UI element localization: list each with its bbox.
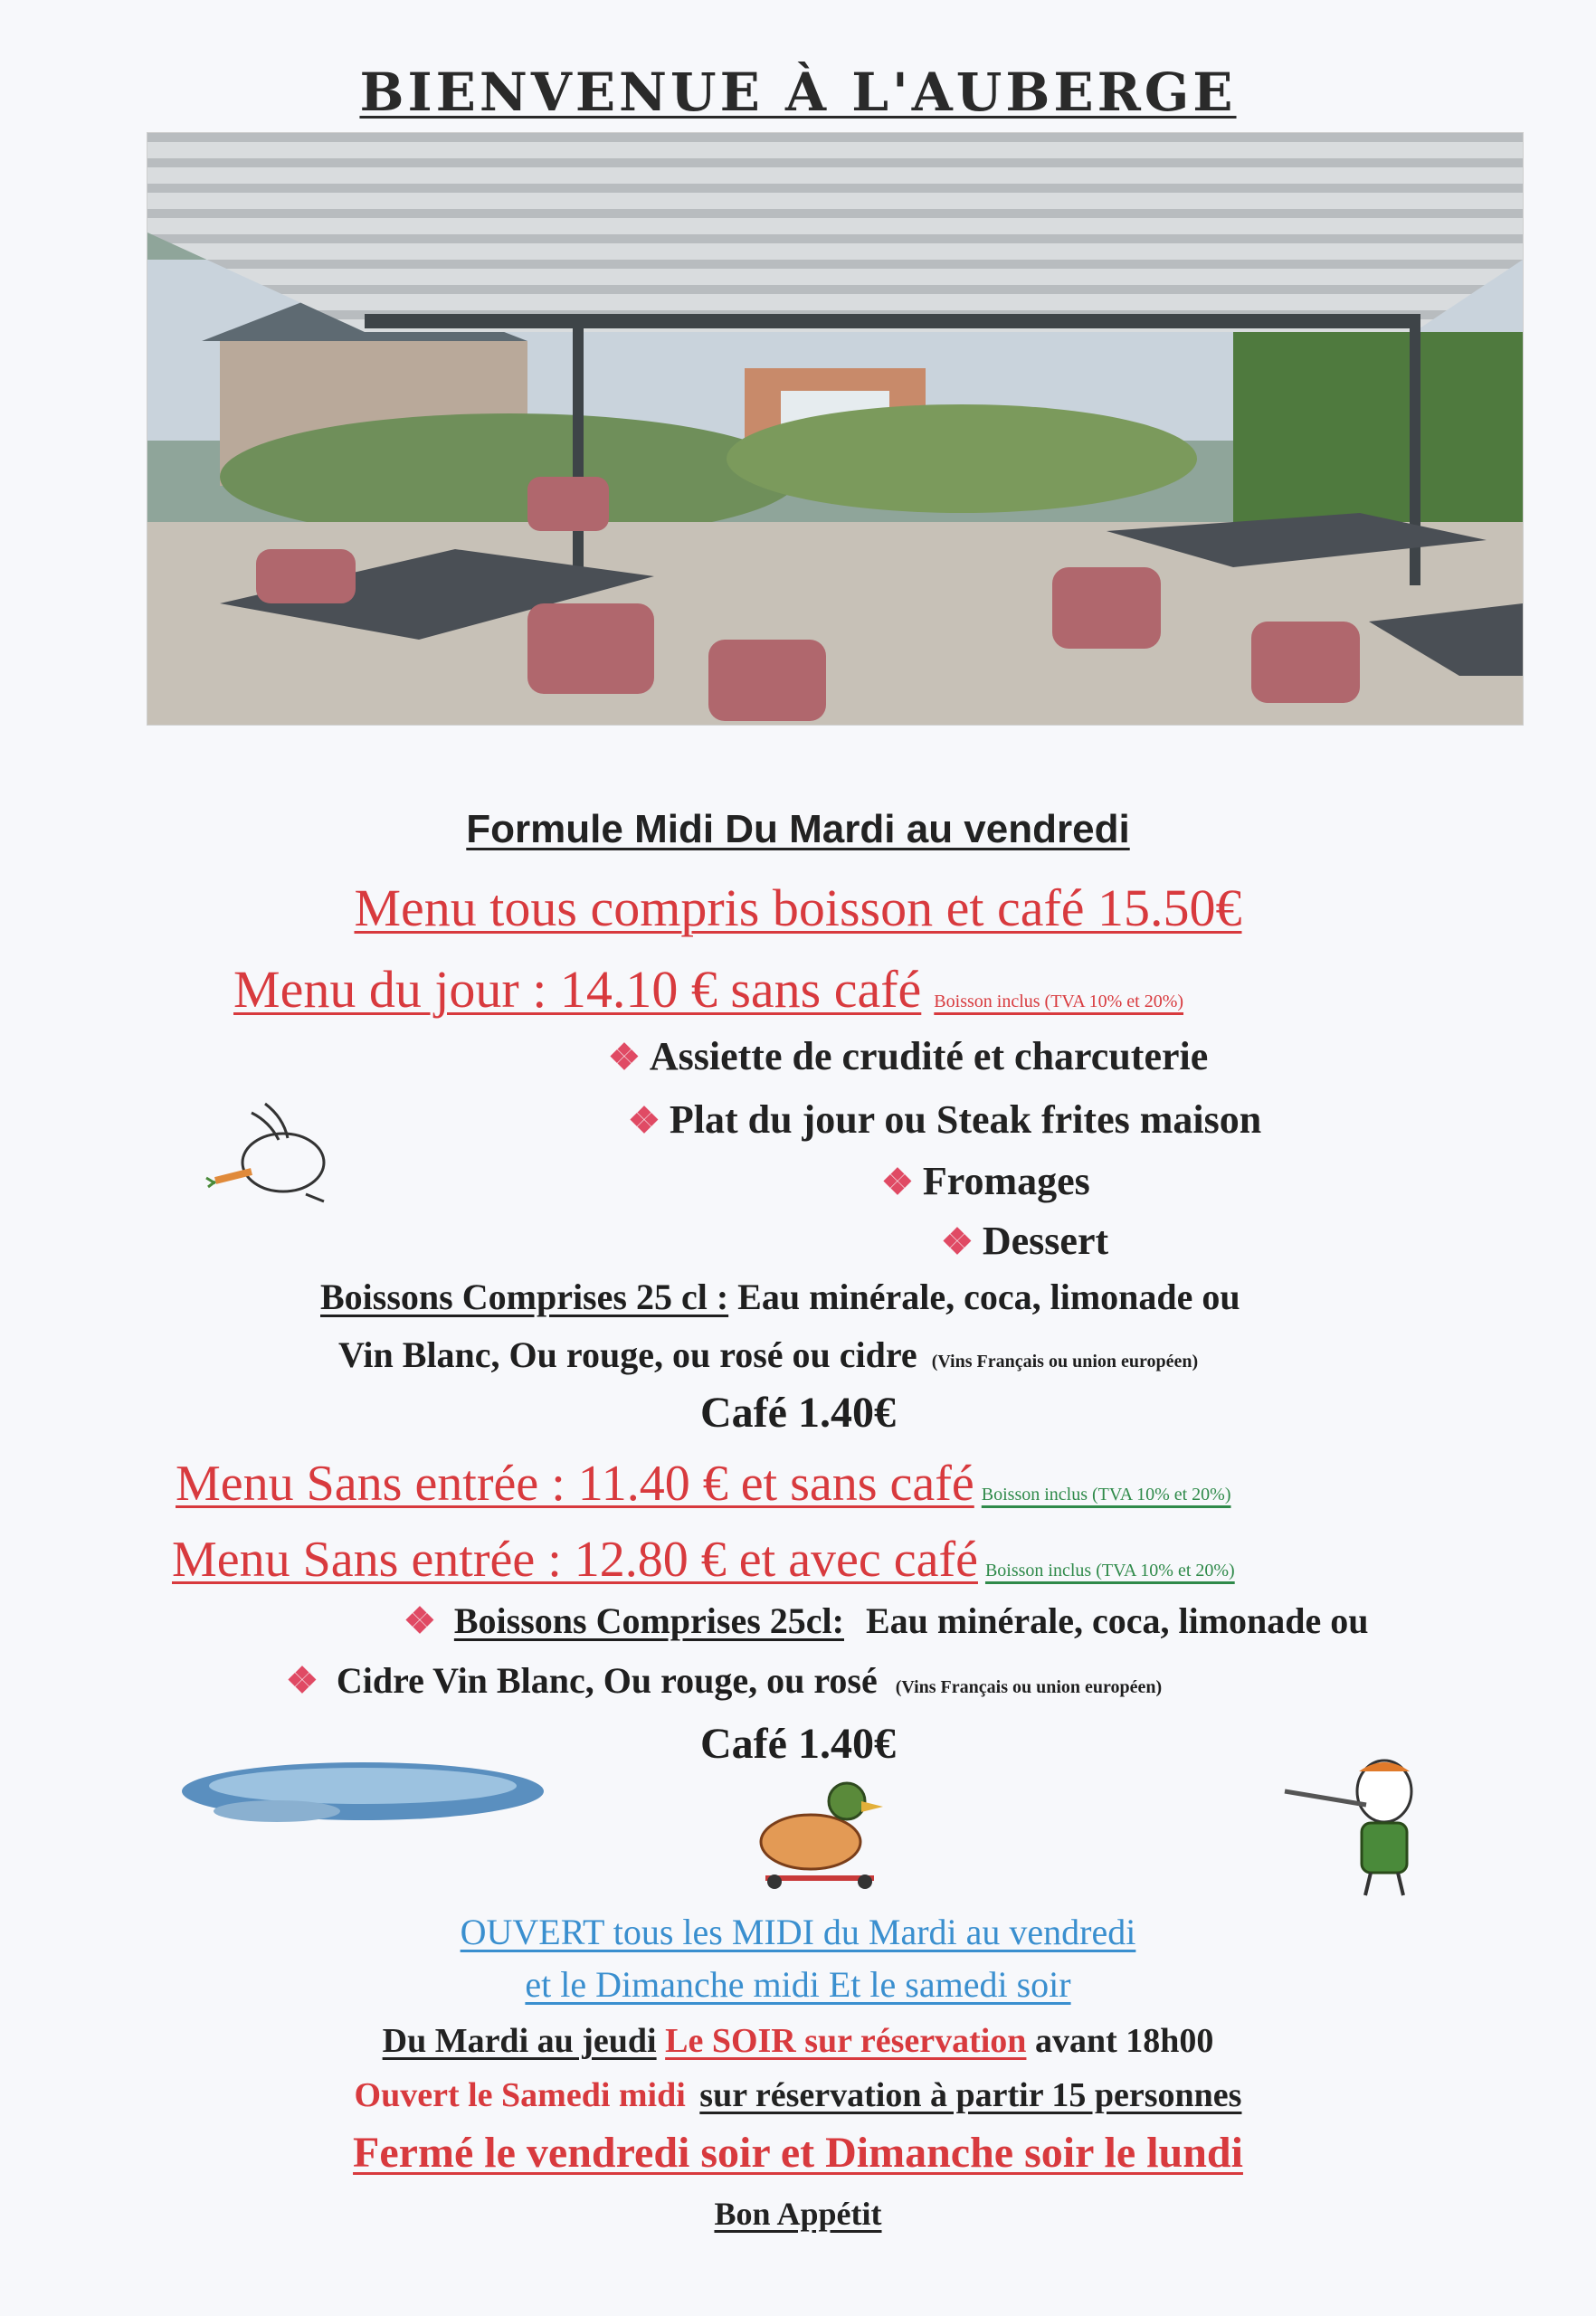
boissons-2-note: (Vins Français ou union européen): [895, 1677, 1163, 1697]
menu-sans-entree-1-note: Boisson inclus (TVA 10% et 20%): [981, 1485, 1231, 1504]
diamond-icon: ❖: [286, 1660, 318, 1701]
terrace-illustration: [147, 133, 1523, 725]
diamond-icon: ❖: [881, 1162, 914, 1202]
menu-du-jour-note: Boisson inclus (TVA 10% et 20%): [934, 992, 1184, 1011]
menu-sans-entree-2-line: [172, 1531, 1235, 1589]
boissons-2-line1: [404, 1599, 1369, 1642]
menu-du-jour-line: [233, 959, 1183, 1020]
menu-item: ❖ Plat du jour ou Steak frites maison: [628, 1097, 1262, 1142]
boissons-2-label: Boissons Comprises 25cl:: [453, 1600, 844, 1641]
menu-sans-entree-1-line: [176, 1455, 1231, 1513]
diamond-icon: ❖: [404, 1600, 436, 1641]
diamond-icon: ❖: [628, 1100, 660, 1141]
cafe-price-1: Café 1.40€: [700, 1389, 896, 1437]
menu-sans-entree-2-label: Menu Sans entrée : 12.80 € et avec café: [172, 1532, 978, 1588]
boissons-1-text: Eau minérale, coca, limonade ou: [737, 1277, 1240, 1317]
menu-sans-entree-1-label: Menu Sans entrée : 11.40 € et sans café: [176, 1456, 974, 1512]
menu-sans-entree-2-note: Boisson inclus (TVA 10% et 20%): [984, 1561, 1235, 1580]
boissons-1-line2: Vin Blanc, Ou rouge, ou rosé ou cidre (Vins Français ou union européen): [338, 1334, 1199, 1375]
hunter-icon: [1276, 1755, 1439, 1900]
menu-item: ❖ Assiette de crudité et charcuterie: [608, 1034, 1209, 1078]
boissons-2-line2: ❖ Cidre Vin Blanc, Ou rouge, ou rosé (Vins Français ou union européen): [286, 1660, 1163, 1701]
boissons-1-label: Boissons Comprises 25 cl :: [320, 1277, 729, 1317]
terrace-photo: [147, 132, 1524, 726]
menu-du-jour-label: Menu du jour : 14.10 € sans café: [233, 960, 922, 1019]
hours-line-2: et le Dimanche midi Et le samedi soir: [525, 1964, 1071, 2005]
boissons-1-note: (Vins Français ou union européen): [931, 1352, 1199, 1372]
menu-item: ❖ Dessert: [941, 1219, 1109, 1263]
boissons-1-line1: [320, 1276, 1240, 1318]
menu-item: ❖ Fromages: [881, 1159, 1090, 1203]
closed-days: Fermé le vendredi soir et Dimanche soir le lundi: [353, 2129, 1243, 2177]
bon-appetit: Bon Appétit: [714, 2196, 882, 2232]
hours-line-4: Ouvert le Samedi midi sur réservation à partir 15 personnes: [354, 2076, 1242, 2114]
menu-tous-compris: Menu tous compris boisson et café 15.50€: [354, 878, 1242, 937]
cloud-wordart-icon: [168, 1746, 557, 1837]
cafe-price-2: Café 1.40€: [700, 1720, 896, 1768]
hours-line-3: Du Mardi au jeudi Le SOIR sur réservation avant 18h00: [382, 2022, 1214, 2060]
hours-line-1: OUVERT tous les MIDI du Mardi au vendredi: [460, 1912, 1136, 1952]
rabbit-icon: [197, 1095, 351, 1212]
diamond-icon: ❖: [608, 1037, 641, 1077]
formule-title: Formule Midi Du Mardi au vendredi: [466, 807, 1130, 851]
diamond-icon: ❖: [941, 1221, 974, 1262]
page-title: BIENVENUE À L'AUBERGE: [359, 62, 1237, 123]
boissons-2-text: Eau minérale, coca, limonade ou: [866, 1600, 1369, 1641]
duck-scooter-icon: [747, 1770, 892, 1896]
